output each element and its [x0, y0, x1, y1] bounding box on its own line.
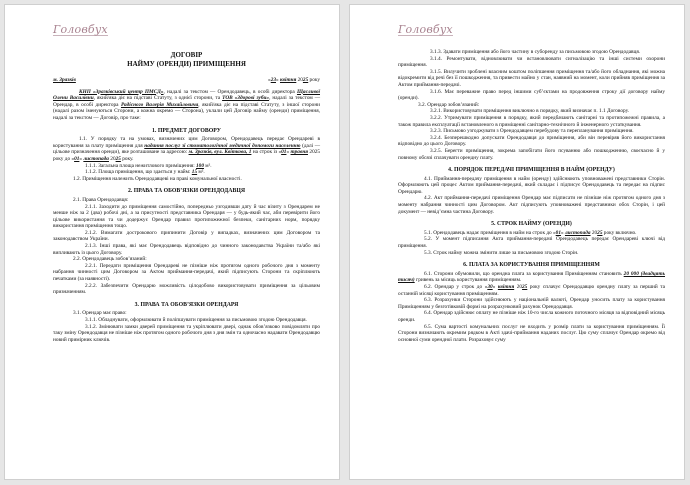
- section-heading: 3. ПРАВА ТА ОБОВ’ЯЗКИ ОРЕНДАРЯ: [134, 301, 239, 308]
- clause-3-1: 3.1. Орендар має право:: [73, 310, 127, 317]
- clause-6-5: 6.5. Сума вартості комунальних послуг не входить у розмір плати за користування приміщенням. Її Сторони визначають окремим рядком в Акті здачі-приймання наданих послуг. Цю суму сплачує Орендар окремо від основної суми орендної плати. Розраховує суму: [398, 323, 665, 343]
- clause-4-1: 4.1. Приймання-передачу приміщення в найм (оренду) здійснюють уповноважені представники Сторін. Оформлюють цей процес Актом приймання-передачі, який складає і підписує Орендодавець та передає на підпис Орендарю.: [398, 175, 665, 195]
- page-content: [398, 23, 666, 343]
- clause-2-1-3: 2.1.3. Інші права, які має Орендодавець відповідно до чинного законодавства України та/або які випливають із цього Договору.: [53, 243, 320, 256]
- city-date-line: [53, 77, 320, 84]
- clause-3-2-3: 3.2.3. Письмово узгоджувати з Орендодавцем перебудову та перепланування приміщення.: [430, 128, 634, 135]
- clause-2-1-1: 2.1.1. Заходити до приміщення самостійно, попередньо узгодивши дату й час візиту з Орендарем не менше ніж за 2 (два) робочі дні, а за присутності представника Орендаря — у будь-який час, аби перевірити його цільове використання та чи додержує Орендар правил протипожежної безпеки, санітарних норм, порядку використання приміщення тощо.: [53, 203, 320, 230]
- section-heading: 2. ПРАВА ТА ОБОВ’ЯЗКИ ОРЕНДОДАВЦЯ: [127, 188, 246, 195]
- clause-4-2: 4.2. Акт приймання-передачі приміщення Орендар має підписати не пізніше ніж протягом одного дня з моменту набрання чинності цим Договором. Акт підписують уповноважені представники обох Сторін, і цей документ — невід’ємна частина Договору.: [398, 195, 665, 215]
- clause-3-1-2: 3.1.2. Змінювати замки дверей приміщення та укріплювати двері, однак обов’язково повідомляти про таку зміну Орендодавця не пізніше ніж протягом одного робочого дня з дня змін та одночасно надавати Орендодавцю новий примірник ключів.: [53, 323, 320, 343]
- clause-1-1-2: 1.1.2. Площа приміщення, що здається у найм: 15 м².: [85, 169, 205, 176]
- clause-3-2-2: 3.2.2. Утримувати приміщення в порядку, який передбачають санітарні та протипожежні правила, а також правила експлуатації встановленого в приміщенні санітарно-технічного й інженерного устаткування.: [398, 114, 665, 128]
- section-heading: 4. ПОРЯДОК ПЕРЕДАЧІ ПРИМІЩЕННЯ В НАЙМ (ОРЕНДУ): [448, 167, 615, 174]
- clause-2-2-1: 2.2.1. Передати приміщення Орендареві не пізніше ніж протягом одного робочого дня з моменту набрання чинності цим Договором за Актом приймання-передачі, який підписують Сторони та скріплюють печатками (за наявності).: [53, 262, 320, 283]
- clause-3-1-4: 3.1.4. Ремонтувати, відновлювати чи встановлювати сигналізацію та інші системи охорони приміщення.: [398, 55, 665, 69]
- clause-3-2-5: 3.2.5. Берегти приміщення, зокрема запобігати його псуванню або пошкодженню, своєчасно й у повному обсязі сплачувати орендну плату.: [398, 147, 665, 161]
- clause-2-1-2: 2.1.2. Вимагати дострокового припинити Договір у випадках, визначених цим Договором та законодавством України.: [53, 229, 320, 243]
- clause-5-2: 5.2. У момент підписання Акта приймання-передачі Орендодавець передає Орендареві ключі від приміщення.: [398, 236, 665, 250]
- clause-5-1: 5.1. Орендодавець надає приміщення в найм на строк до «01» листопада 2025 року включно.: [424, 229, 637, 236]
- clause-3-1-6: 3.1.6. Має переважне право перед іншими суб’єктами на продовження строку дії договору найму (оренди).: [398, 88, 665, 102]
- logo: Головбух: [53, 23, 108, 36]
- clause-5-3: 5.3. Строк найму можна змінити лише за письмовою згодою Сторін.: [424, 249, 579, 256]
- clause-6-2: 6.2. Орендар у строк до «30» квітня 2025 року сплачує Орендодавцю орендну плату за перший та останній місяці користування приміщенням.: [398, 284, 665, 297]
- document-page-1: [4, 4, 340, 480]
- clause-2-2-2: 2.2.2. Забезпечити Орендарю можливість цілодобово використовувати приміщення за цільовим призначенням.: [53, 282, 320, 296]
- clause-3-2-1: 3.2.1. Використовувати приміщення виключно в порядку, який визначає п. 1.1 Договору.: [430, 108, 630, 115]
- clause-2-2: 2.2. Орендодавець зобов’язаний:: [73, 256, 147, 263]
- page-content: [53, 23, 321, 343]
- clause-1-1-1: 1.1.1. Загальна площа нежитлового приміщення: 100 м².: [85, 162, 212, 169]
- clause-6-4: 6.4. Орендар здійснює оплату не пізніше ніж 10-го числа кожного поточного місяця за відповідний місяць оренди.: [398, 310, 665, 323]
- contract-date: «23» квітня 2025 року: [268, 77, 320, 83]
- section-heading: 1. ПРЕДМЕТ ДОГОВОРУ: [152, 127, 221, 134]
- clause-3-1-5: 3.1.5. Вилучити зроблені власним коштом поліпшення приміщення та/або його обладнання, які можна відокремити від речі без її пошкодження, та привести майно у стан, наявний на момент, коли прийняв приміщення за Актом приймання-передачі.: [398, 68, 665, 88]
- clause-1-1: 1.1. У порядку та на умовах, визначених цим Договором, Орендодавець передає Орендареві в користування за плату приміщення для надання послуг зі стоматологічної медичної допомоги населенню (далі — цільове призначення оренди), яке розташоване за адресою: м. Зразків, вул. Квіткова, 1 на строк із «01» травня 2025 року до «01» листопада 2025 року.: [53, 136, 321, 162]
- preamble: КНП «Зразківський центр ПМСД», надалі за текстом — Орендодавець, в особі директора Щасливої Олени Василівни, який/яка діє на підставі Статуту, з однієї сторони, та ТОВ «Здорові зуби», надалі за текстом — Орендар, в особі директора Радісного Валерія Михайловича, який/яка діє на підставі Статуту, з іншої сторони (надалі разом іменуються Сторони, а кожна окремо — Сторона), уклали цей Договір найму (оренди) приміщення, надалі за текстом — Договір, про таке:: [53, 88, 321, 121]
- document-page-2: [349, 4, 685, 480]
- clause-3-2: 3.2. Орендар зобов’язаний:: [418, 101, 480, 108]
- logo: Головбух: [398, 23, 453, 36]
- city: м. Зразків: [53, 77, 76, 83]
- clause-3-2-4: 3.2.4. Безперешкодно допускати Орендодавця до приміщення, аби він перевіряв його використання відповідно до цього Договору.: [398, 134, 665, 148]
- clause-3-1-1: 3.1.1. Обладнувати, оформлювати й поліпшувати приміщення за письмовою згодою Орендодавця.: [85, 317, 307, 323]
- clause-6-1: 6.1. Сторони обумовили, що орендна плата за користування Приміщенням становить 20 000 (двадцять тисяч) гривень за місяць користування приміщенням.: [398, 270, 666, 284]
- clause-2-1: 2.1. Права Орендодавця:: [73, 196, 129, 203]
- section-heading: 6. ПЛАТА ЗА КОРИСТУВАННЯ ПРИМІЩЕННЯМ: [463, 262, 600, 269]
- clause-3-1-3: 3.1.3. Здавати приміщення або його частину в суборенду за письмовою згодою Орендодавця.: [430, 49, 641, 55]
- clause-1-2: 1.2. Приміщення належить Орендодавцеві на праві комунальної власності.: [73, 175, 242, 182]
- section-heading: 5. СТРОК НАЙМУ (ОРЕНДИ): [491, 221, 572, 228]
- document-title: ДОГОВІР НАЙМУ (ОРЕНДИ) ПРИМІЩЕННЯ: [127, 51, 246, 68]
- clause-6-3: 6.3. Розрахунки Сторони здійснюють у національній валюті, Орендар уносить плату за користування Приміщенням у безготівковій формі на розрахунковий рахунок Орендодавця.: [398, 297, 665, 310]
